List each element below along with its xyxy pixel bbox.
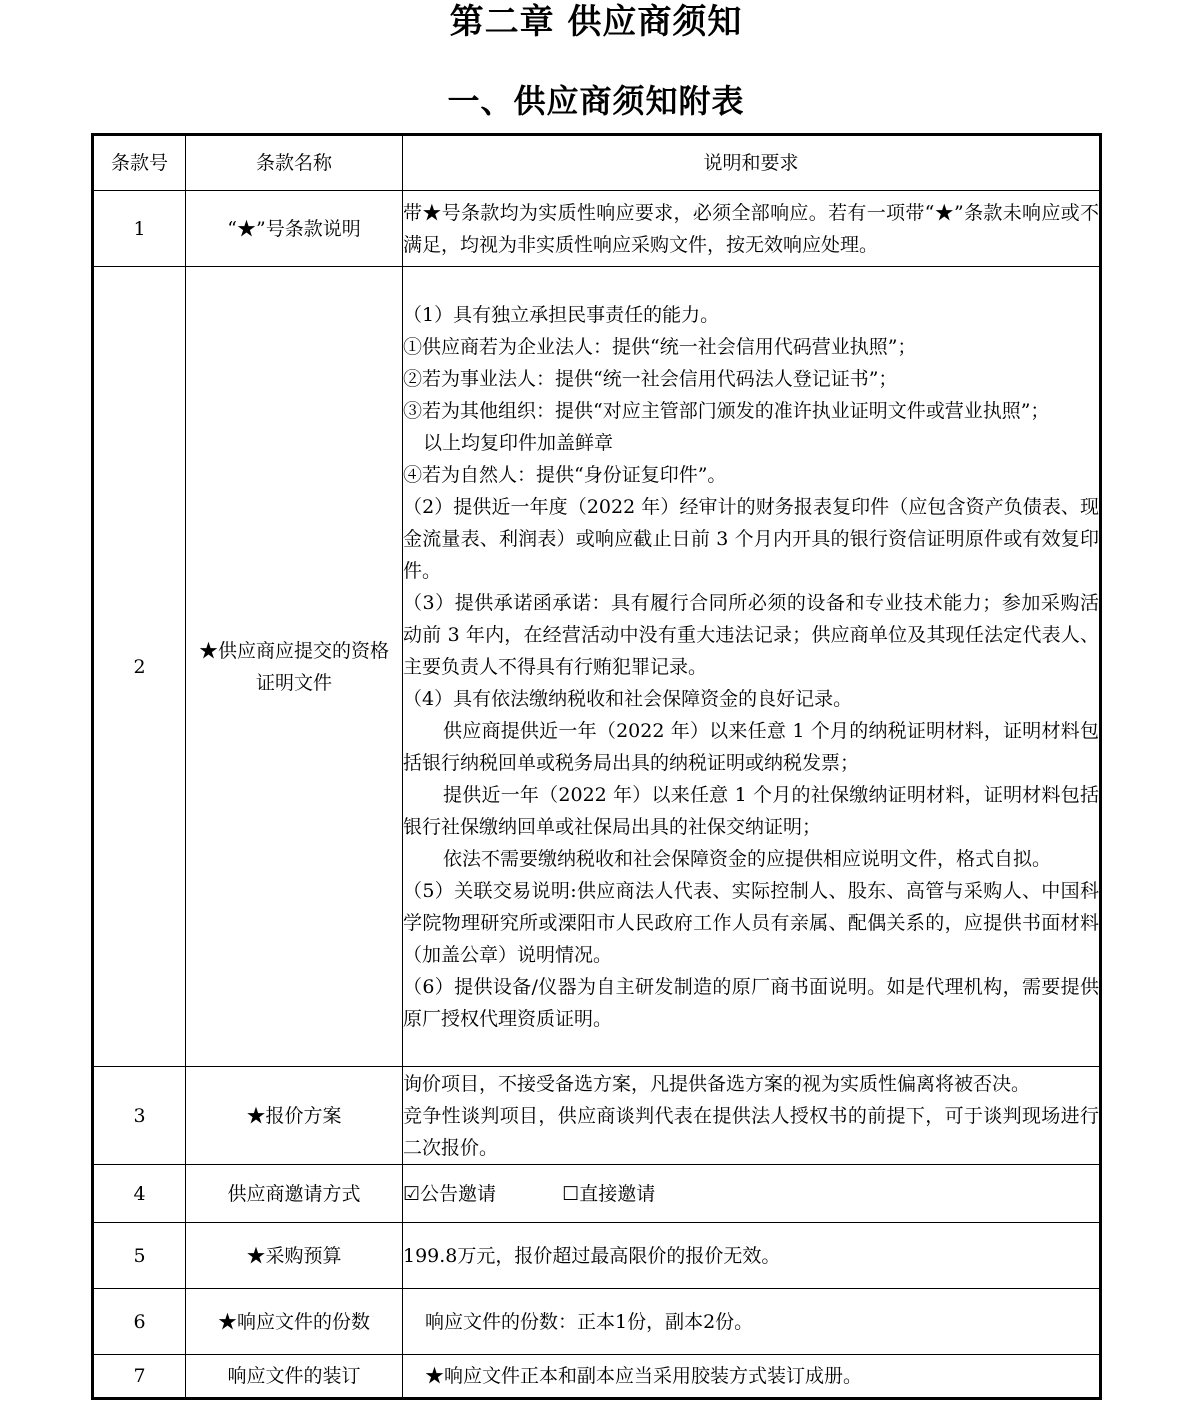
clause-description [403,1289,1101,1355]
clause-name: 响应文件的装订 [186,1355,403,1399]
table-row [93,1355,1101,1399]
clause-description [403,1067,1101,1165]
description-paragraph: ★响应文件正本和副本应当采用胶装方式装订成册。 [425,1365,863,1387]
clause-number: 6 [93,1289,186,1355]
option-label: 公告邀请 [420,1182,497,1205]
table-row [93,1067,1101,1165]
clause-name: ★供应商应提交的资格证明文件 [186,267,403,1067]
clause-name: ★采购预算 [186,1223,403,1289]
clause-name: ★报价方案 [186,1067,403,1165]
chapter-title: 第二章 供应商须知 [449,2,743,42]
checkbox-direct-invitation[interactable] [562,1178,655,1210]
clause-number: 1 [93,191,186,267]
clause-number: 7 [93,1355,186,1399]
description-paragraph: 询价项目，不接受备选方案，凡提供备选方案的视为实质性偏离将被否决。 [403,1072,1031,1095]
option-label: 直接邀请 [579,1182,656,1205]
description-paragraph: 199.8万元，报价超过最高限价的报价无效。 [403,1244,781,1267]
clause-description [403,267,1101,1067]
clause-number: 4 [93,1165,186,1223]
description-paragraph: 提供近一年（2022 年）以来任意 1 个月的社保缴纳证明材料，证明材料包括银行社保缴纳回单或社保局出具的社保交纳证明； [403,783,1099,838]
table-row [93,1165,1101,1223]
description-paragraph: （3）提供承诺函承诺：具有履行合同所必须的设备和专业技术能力；参加采购活动前 3 年内，在经营活动中没有重大违法记录；供应商单位及其现任法定代表人、主要负责人不得具有行贿犯罪记录。 [403,591,1099,678]
description-paragraph: 带★号条款均为实质性响应要求，必须全部响应。若有一项带“★”条款未响应或不满足，均视为非实质性响应采购文件，按无效响应处理。 [403,201,1099,256]
description-paragraph: （2）提供近一年度（2022 年）经审计的财务报表复印件（应包含资产负债表、现金流量表、利润表）或响应截止日前 3 个月内开具的银行资信证明原件或有效复印件。 [403,495,1099,582]
header-clause-number: 条款号 [93,135,186,191]
table-row [93,267,1101,1067]
description-paragraph: 供应商提供近一年（2022 年）以来任意 1 个月的纳税证明材料，证明材料包括银行纳税回单或税务局出具的纳税证明或纳税发票； [403,719,1099,774]
section-title: 一、供应商须知附表 [447,82,745,120]
description-paragraph: ②若为事业法人：提供“统一社会信用代码法人登记证书”； [403,367,898,390]
clause-description [403,1165,1101,1223]
description-paragraph: （6）提供设备/仪器为自主研发制造的原厂商书面说明。如是代理机构，需要提供原厂授权代理资质证明。 [403,975,1099,1030]
description-paragraph: ①供应商若为企业法人：提供“统一社会信用代码营业执照”； [403,335,917,358]
description-paragraph: 依法不需要缴纳税收和社会保障资金的应提供相应说明文件，格式自拟。 [443,847,1052,870]
table-row [93,191,1101,267]
description-paragraph: （4）具有依法缴纳税收和社会保障资金的良好记录。 [403,687,853,710]
clause-number: 2 [93,267,186,1067]
checkbox-public-invitation[interactable] [403,1178,496,1210]
table-row [93,1289,1101,1355]
table-header-row [93,135,1101,191]
clause-number: 3 [93,1067,186,1165]
supplier-notice-table [91,133,1102,1400]
description-paragraph: 竞争性谈判项目，供应商谈判代表在提供法人授权书的前提下，可于谈判现场进行二次报价。 [403,1104,1099,1159]
clause-number: 5 [93,1223,186,1289]
description-paragraph: ④若为自然人：提供“身份证复印件”。 [403,463,727,486]
clause-name: 供应商邀请方式 [186,1165,403,1223]
header-clause-name: 条款名称 [186,135,403,191]
clause-description [403,1223,1101,1289]
description-paragraph: 以上均复印件加盖鲜章 [423,431,614,454]
clause-name: ★响应文件的份数 [186,1289,403,1355]
unchecked-box-icon: ☐ [562,1182,580,1205]
clause-name: “★”号条款说明 [186,191,403,267]
header-description: 说明和要求 [403,135,1101,191]
description-paragraph: ③若为其他组织：提供“对应主管部门颁发的准许执业证明文件或营业执照”； [403,399,1050,422]
table-row [93,1223,1101,1289]
description-paragraph: （5）关联交易说明:供应商法人代表、实际控制人、股东、高管与采购人、中国科学院物理研究所或溧阳市人民政府工作人员有亲属、配偶关系的，应提供书面材料（加盖公章）说明情况。 [403,879,1099,966]
clause-description [403,191,1101,267]
description-paragraph: （1）具有独立承担民事责任的能力。 [403,303,720,326]
clause-description [403,1355,1101,1399]
checked-box-icon: ☑ [403,1182,421,1205]
description-paragraph: 响应文件的份数：正本1份，副本2份。 [425,1310,754,1333]
